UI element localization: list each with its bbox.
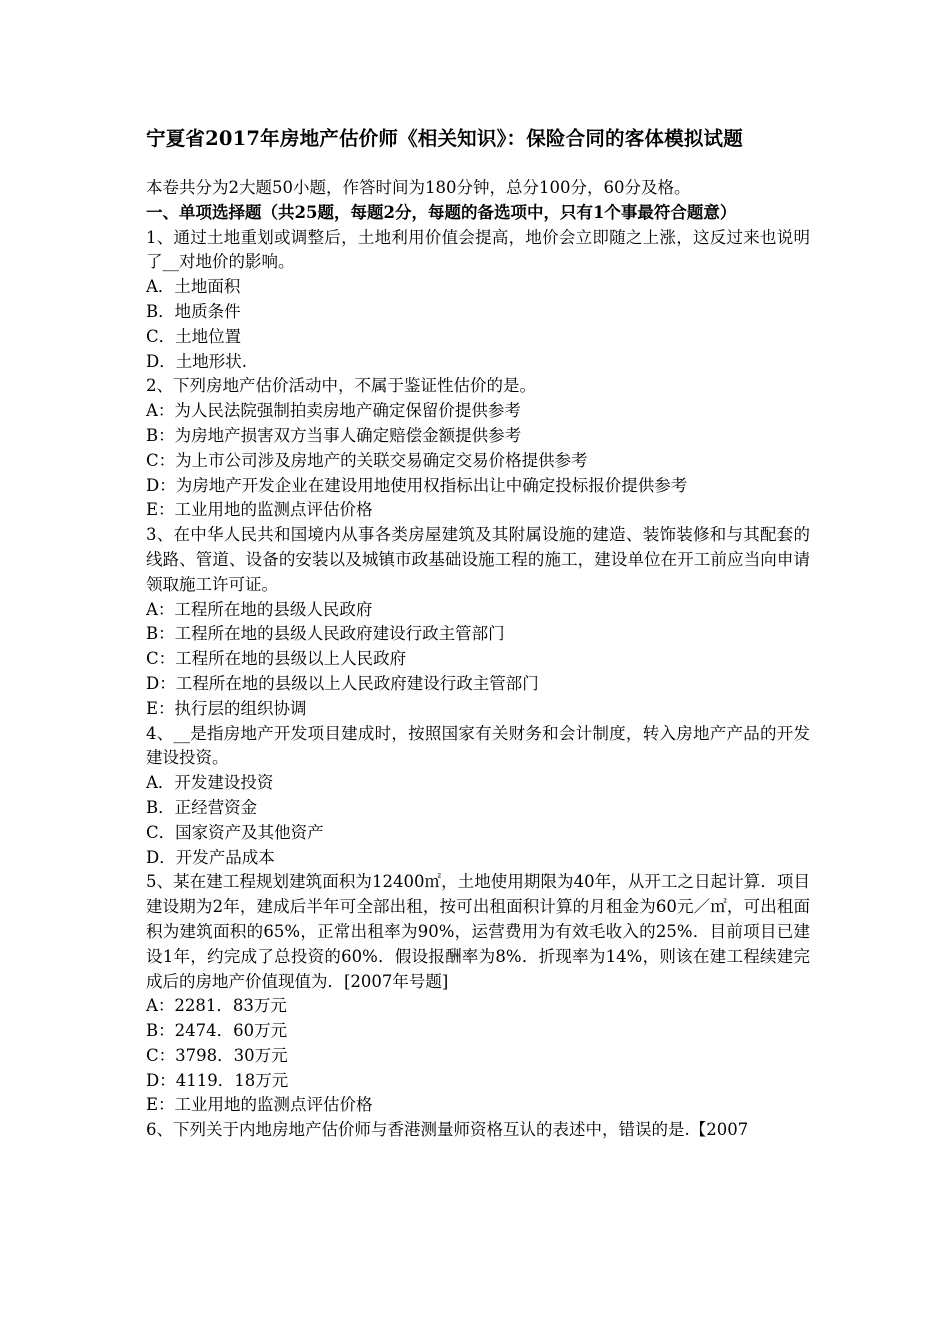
option-c: C：3798．30万元 bbox=[146, 1045, 288, 1065]
question-3 bbox=[146, 523, 810, 721]
option-d: D．土地形状. bbox=[146, 351, 247, 371]
question-2 bbox=[146, 374, 810, 523]
option-d: D．开发产品成本 bbox=[146, 847, 275, 867]
option-e: E：执行层的组织协调 bbox=[146, 698, 307, 718]
question-4 bbox=[146, 722, 810, 871]
document-title: 宁夏省2017年房地产估价师《相关知识》：保险合同的客体模拟试题 bbox=[146, 127, 743, 150]
option-b: B．地质条件 bbox=[146, 301, 241, 321]
option-c: C．国家资产及其他资产 bbox=[146, 822, 324, 842]
option-b: B：为房地产损害双方当事人确定赔偿金额提供参考 bbox=[146, 425, 522, 445]
option-a: A：2281．83万元 bbox=[146, 996, 287, 1016]
option-d: D：4119．18万元 bbox=[146, 1070, 289, 1090]
option-b: B．正经营资金 bbox=[146, 797, 258, 817]
option-e: E：工业用地的监测点评估价格 bbox=[146, 500, 373, 520]
option-b: B：工程所在地的县级人民政府建设行政主管部门 bbox=[146, 624, 505, 644]
option-a: A：为人民法院强制拍卖房地产确定保留价提供参考 bbox=[146, 401, 521, 421]
option-b: B：2474．60万元 bbox=[146, 1021, 288, 1041]
option-c: C：为上市公司涉及房地产的关联交易确定交易价格提供参考 bbox=[146, 450, 588, 470]
option-a: A：工程所在地的县级人民政府 bbox=[146, 599, 373, 619]
question-6 bbox=[146, 1118, 810, 1143]
question-1 bbox=[146, 226, 810, 375]
question-stem: 1、通过土地重划或调整后，土地利用价值会提高，地价会立即随之上涨，这反过来也说明了__对地价的影响。 bbox=[146, 227, 810, 272]
question-5 bbox=[146, 870, 810, 1118]
option-c: C：工程所在地的县级以上人民政府 bbox=[146, 649, 407, 669]
document-page bbox=[146, 126, 810, 1143]
section-heading: 一、单项选择题（共25题，每题2分，每题的备选项中，只有1个事最符合题意） bbox=[146, 202, 737, 222]
question-stem: 6、下列关于内地房地产估价师与香港测量师资格互认的表述中，错误的是.【2007 bbox=[146, 1120, 749, 1140]
option-e: E：工业用地的监测点评估价格 bbox=[146, 1095, 373, 1115]
question-stem: 2、下列房地产估价活动中，不属于鉴证性估价的是。 bbox=[146, 376, 536, 396]
question-stem: 4、__是指房地产开发项目建成时，按照国家有关财务和会计制度，转入房地产产品的开发建设投资。 bbox=[146, 723, 810, 768]
option-a: A．开发建设投资 bbox=[146, 773, 274, 793]
option-a: A．土地面积 bbox=[146, 277, 241, 297]
option-c: C．土地位置 bbox=[146, 326, 242, 346]
option-d: D：工程所在地的县级以上人民政府建设行政主管部门 bbox=[146, 673, 539, 693]
question-stem: 5、某在建工程规划建筑面积为12400㎡，土地使用期限为40年，从开工之日起计算．项目建设期为2年，建成后半年可全部出租，按可出租面积计算的月租金为60元／㎡，可出租面积为建筑面积的65%，正常出租率为90%，运营费用为有效毛收入的25%．目前项目已建设1年，约完成了总投资的60%．假设报酬率为8%．折现率为14%，则该在建工程续建完成后的房地产价值现值为．[2007年号题] bbox=[146, 872, 810, 991]
exam-intro: 本卷共分为2大题50小题，作答时间为180分钟，总分100分，60分及格。 bbox=[146, 178, 691, 197]
question-stem: 3、在中华人民共和国境内从事各类房屋建筑及其附属设施的建造、装饰装修和与其配套的线路、管道、设备的安装以及城镇市政基础设施工程的施工，建设单位在开工前应当向申请领取施工许可证。 bbox=[146, 525, 810, 594]
option-d: D：为房地产开发企业在建设用地使用权指标出让中确定投标报价提供参考 bbox=[146, 475, 688, 495]
